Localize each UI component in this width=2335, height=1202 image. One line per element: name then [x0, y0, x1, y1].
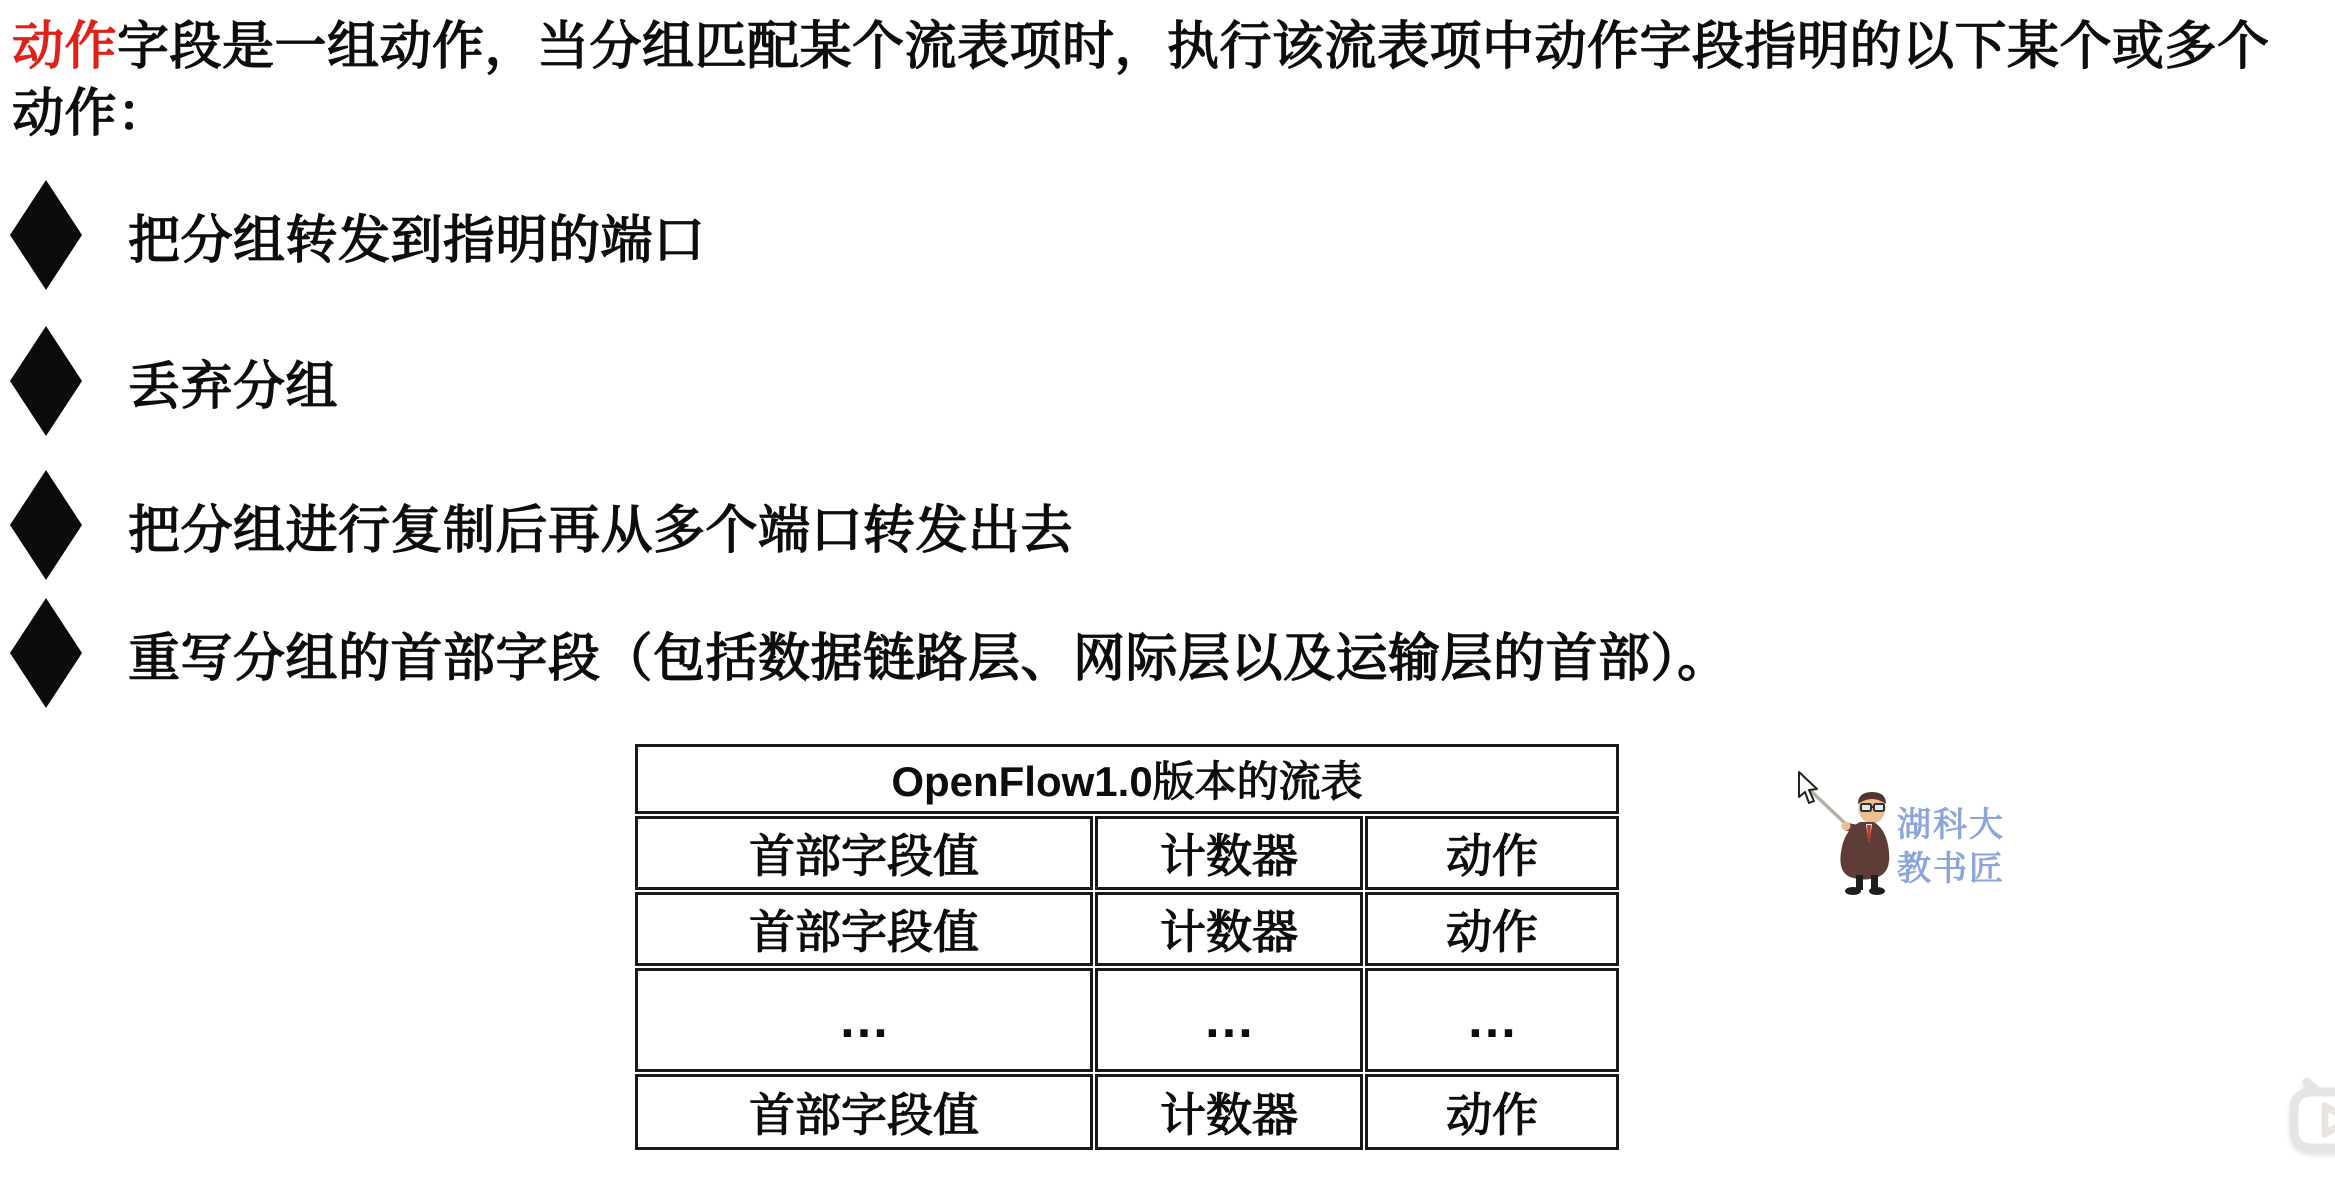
brand-watermark — [1897, 803, 2005, 891]
bullet-item — [10, 598, 1730, 708]
brand-line2: 教书匠 — [1897, 850, 2005, 888]
table-cell-counter: 计数器 — [1095, 1074, 1363, 1150]
table-cell-header-field: 首部字段值 — [635, 892, 1093, 966]
diamond-icon — [10, 598, 82, 708]
diamond-icon — [10, 470, 82, 580]
flow-table-title: OpenFlow1.0版本的流表 — [635, 744, 1619, 814]
table-cell-ellipsis: … — [1365, 968, 1619, 1072]
tv-play-icon — [2287, 1075, 2335, 1165]
arrow-cursor-icon — [1796, 770, 1824, 806]
table-cell-action: 动作 — [1365, 816, 1619, 890]
table-row-ellipsis — [635, 968, 1619, 1072]
table-cell-action: 动作 — [1365, 892, 1619, 966]
table-cell-header-field: 首部字段值 — [635, 1074, 1093, 1150]
bullet-item — [10, 180, 706, 290]
table-cell-ellipsis: … — [635, 968, 1093, 1072]
brand-line1: 湖科大 — [1897, 806, 2005, 844]
diamond-icon — [10, 180, 82, 290]
bullet-item — [10, 326, 338, 436]
table-row — [635, 816, 1619, 890]
flow-table — [633, 742, 1621, 1152]
table-row — [635, 1074, 1619, 1150]
table-cell-action: 动作 — [1365, 1074, 1619, 1150]
diamond-icon — [10, 326, 82, 436]
bullet-label: 丢弃分组 — [128, 357, 339, 416]
intro-line1-text: 字段是一组动作，当分组匹配某个流表项时，执行该流表项中动作字段指明的以下某个或多个 — [117, 18, 2270, 76]
bullet-item — [10, 470, 1073, 580]
table-cell-counter: 计数器 — [1095, 892, 1363, 966]
bullet-label: 重写分组的首部字段（包括数据链路层、网际层以及运输层的首部）。 — [128, 629, 1730, 688]
table-cell-header-field: 首部字段值 — [635, 816, 1093, 890]
bullet-label: 把分组转发到指明的端口 — [128, 211, 706, 270]
intro-paragraph — [12, 14, 2327, 148]
intro-line2-text: 动作： — [12, 85, 170, 143]
table-row — [635, 892, 1619, 966]
intro-highlight: 动作 — [12, 18, 118, 76]
table-cell-counter: 计数器 — [1095, 816, 1363, 890]
table-cell-ellipsis: … — [1095, 968, 1363, 1072]
table-title-row — [635, 744, 1619, 814]
bullet-label: 把分组进行复制后再从多个端口转发出去 — [128, 501, 1074, 560]
